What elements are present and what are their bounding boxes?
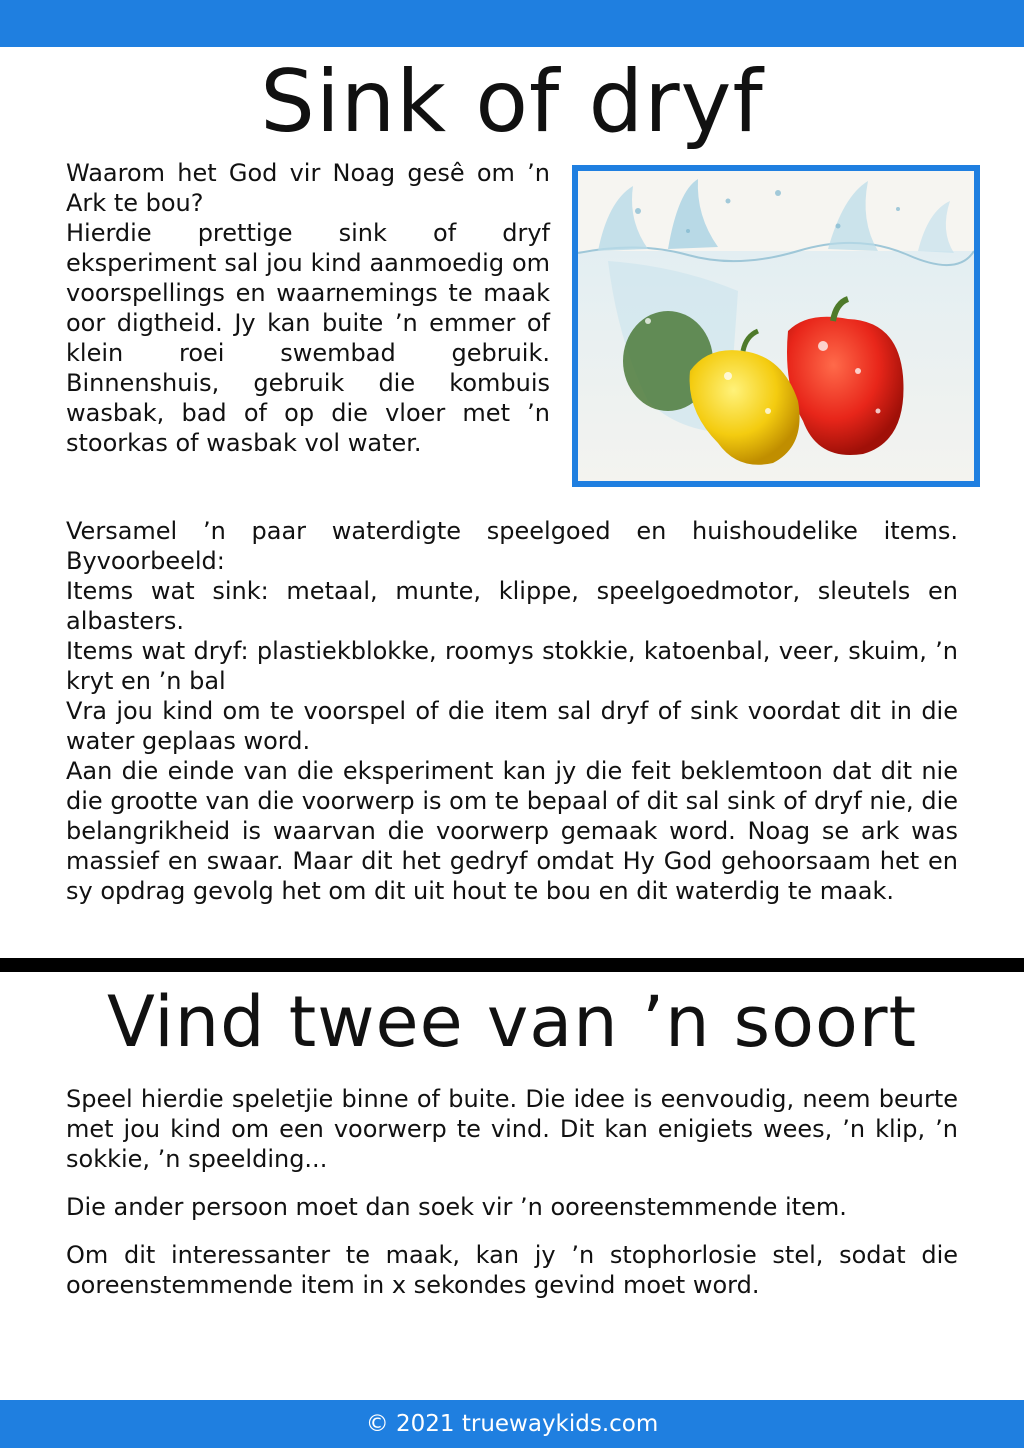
- top-accent-bar: [0, 0, 1024, 47]
- section-title-sink-of-dryf: Sink of dryf: [260, 52, 764, 152]
- footer-copyright: © 2021 truewaykids.com: [365, 1411, 659, 1437]
- body-paragraph-float-items: Items wat dryf: plastiekblokke, roomys stokkie, katoenbal, veer, skuim, ’n kryt en ’n bal: [66, 637, 958, 695]
- vind-twee-body: [66, 1084, 958, 1300]
- intro-question: Waarom het God vir Noag gesê om ’n Ark te bou?: [66, 159, 550, 217]
- peppers-splash-image: [578, 171, 974, 481]
- peppers-photo: [572, 165, 980, 487]
- footer-bar: [0, 1400, 1024, 1448]
- intro-paragraph: Hierdie prettige sink of dryf eksperiment sal jou kind aanmoedig om voorspellings en waarnemings te maak oor digtheid. Jy kan buite ’n emmer of klein roei swembad gebruik. Binnenshuis, gebruik die kombuis wasbak, bad of op die vloer met ’n stoorkas of wasbak vol water.: [66, 219, 550, 457]
- sink-of-dryf-body: [66, 516, 958, 906]
- game-paragraph-match: Die ander persoon moet dan soek vir ’n ooreenstemmende item.: [66, 1193, 847, 1221]
- body-paragraph-sink-items: Items wat sink: metaal, munte, klippe, speelgoedmotor, sleutels en albasters.: [66, 577, 958, 635]
- game-paragraph-intro: Speel hierdie speletjie binne of buite. Die idee is eenvoudig, neem beurte met jou kind om een voorwerp te vind. Dit kan enigiets wees, ’n klip, ’n sokkie, ’n speelding...: [66, 1085, 958, 1173]
- game-paragraph-timer: Om dit interessanter te maak, kan jy ’n stophorlosie stel, sodat die ooreenstemmende item in x sekondes gevind moet word.: [66, 1241, 958, 1299]
- section-divider: [0, 958, 1024, 972]
- body-paragraph-conclusion: Aan die einde van die eksperiment kan jy die feit beklemtoon dat dit nie die grootte van die voorwerp is om te bepaal of dit sal sink of dryf nie, die belangrikheid is waarvan die voorwerp gemaak word. Noag se ark was massief en swaar. Maar dit het gedryf omdat Hy God gehoorsaam het en sy opdrag gevolg het om dit uit hout te bou en dit waterdig te maak.: [66, 757, 958, 905]
- section-title-vind-twee: Vind twee van ’n soort: [106, 981, 918, 1063]
- body-paragraph-predict: Vra jou kind om te voorspel of die item sal dryf of sink voordat dit in die water geplaas word.: [66, 697, 958, 755]
- body-paragraph-collect: Versamel ’n paar waterdigte speelgoed en huishoudelike items. Byvoorbeeld:: [66, 517, 958, 575]
- intro-text: [66, 158, 550, 458]
